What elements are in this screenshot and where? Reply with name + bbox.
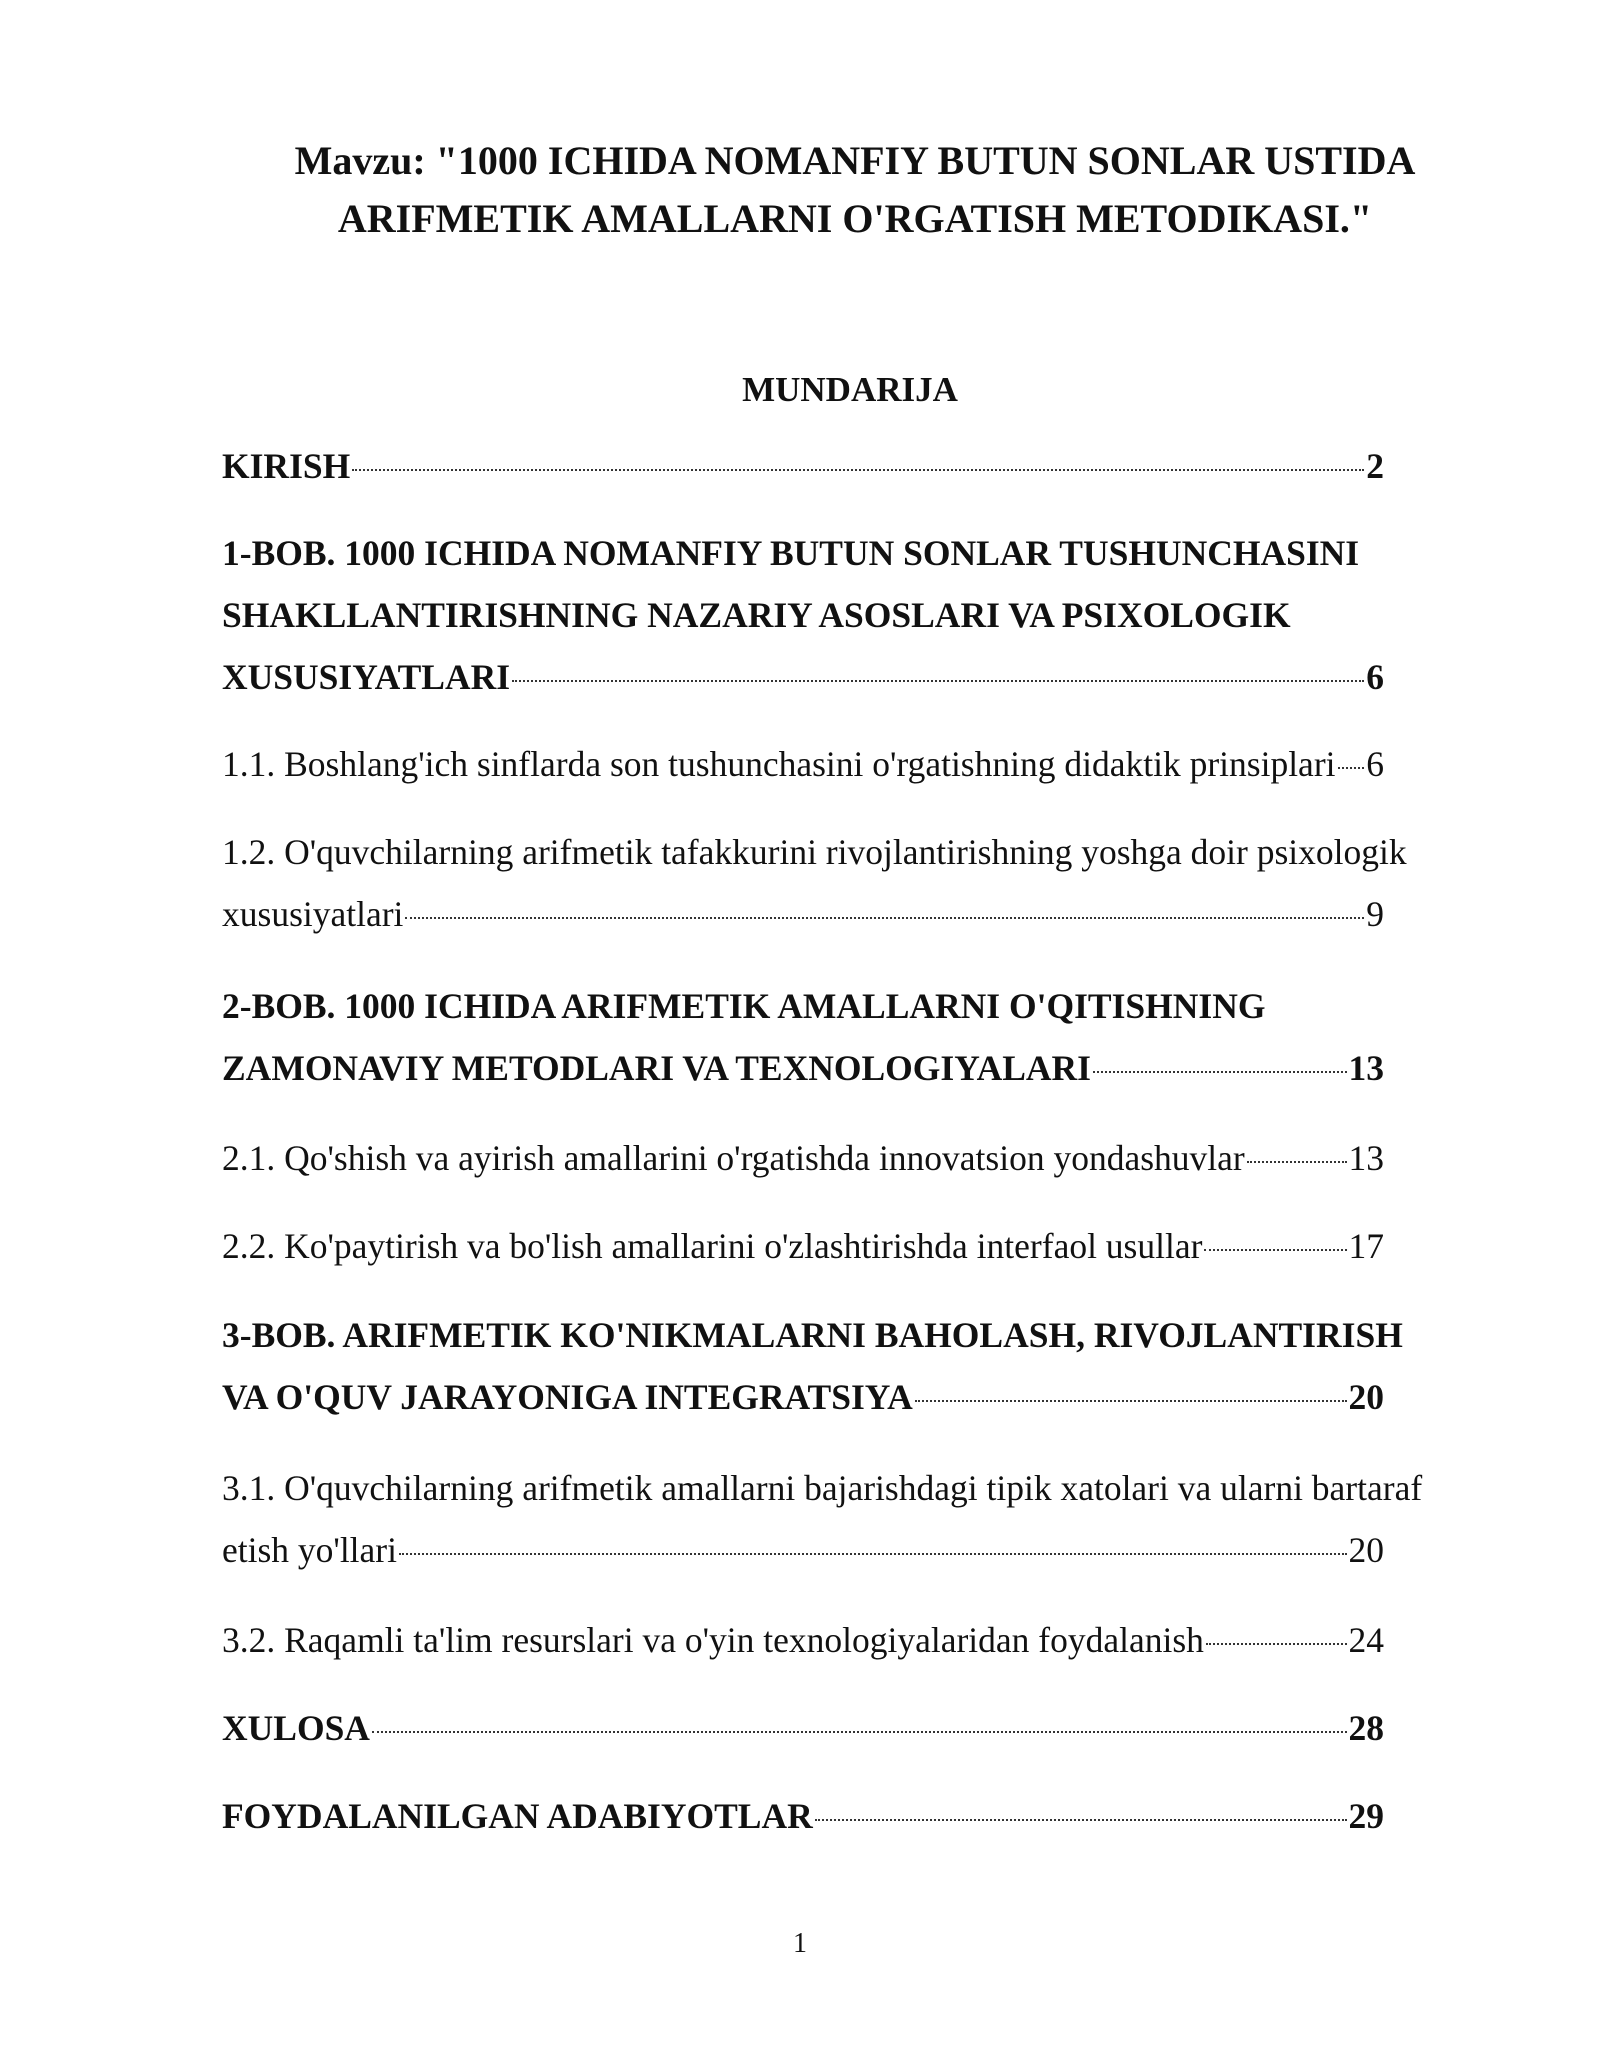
toc-entry-chapter-1[interactable] xyxy=(222,522,1384,708)
toc-entry-title: 1.1. Boshlang'ich sinflarda son tushunchasini o'rgatishning didaktik prinsiplari xyxy=(222,744,1336,784)
dot-leader xyxy=(1206,1643,1347,1645)
dot-leader xyxy=(399,1553,1347,1555)
toc-page-number: 6 xyxy=(1366,744,1384,784)
toc-entry-title-line: VA O'QUV JARAYONIGA INTEGRATSIYA xyxy=(222,1377,913,1417)
dot-leader xyxy=(1338,767,1365,769)
toc-entry-section-2-2[interactable] xyxy=(222,1215,1384,1277)
toc-entry-references[interactable] xyxy=(222,1785,1384,1847)
document-title-line: Mavzu: "1000 ICHIDA NOMANFIY BUTUN SONLAR USTIDA xyxy=(294,138,1416,183)
page-number: 1 xyxy=(793,1928,807,1959)
toc-entry-title-line: XUSUSIYATLARI xyxy=(222,657,511,697)
toc-entry-title-line: 3.1. O'quvchilarning arifmetik amallarni bajarishdagi tipik xatolari va ularni bartaraf xyxy=(222,1468,1423,1508)
toc-entry-section-1-2[interactable] xyxy=(222,821,1407,945)
dot-leader xyxy=(352,469,1364,471)
dot-leader xyxy=(405,917,1364,919)
dot-leader xyxy=(512,680,1364,682)
toc-entry-title-line: xususiyatlari xyxy=(222,894,404,934)
toc-page-number: 28 xyxy=(1348,1708,1384,1748)
toc-entry-section-3-1[interactable] xyxy=(222,1457,1423,1581)
toc-page-number: 13 xyxy=(1348,1048,1384,1088)
toc-page-number: 6 xyxy=(1366,657,1384,697)
toc-entry-title-line: etish yo'llari xyxy=(222,1530,397,1570)
document-title-line: ARIFMETIK AMALLARNI O'RGATISH METODIKASI." xyxy=(337,196,1373,241)
toc-entry-title-line: SHAKLLANTIRISHNING NAZARIY ASOSLARI VA PSIXOLOGIK xyxy=(222,595,1291,635)
toc-page-number: 9 xyxy=(1366,894,1384,934)
toc-entry-chapter-2[interactable] xyxy=(222,975,1384,1099)
dot-leader xyxy=(815,1819,1347,1821)
toc-entry-section-2-1[interactable] xyxy=(222,1127,1384,1189)
toc-entry-title-line: 1-BOB. 1000 ICHIDA NOMANFIY BUTUN SONLAR TUSHUNCHASINI xyxy=(222,533,1360,573)
toc-entry-title: 2.2. Ko'paytirish va bo'lish amallarini o'zlashtirishda interfaol usullar xyxy=(222,1226,1203,1266)
dot-leader xyxy=(1204,1249,1346,1251)
toc-entry-title-line: 1.2. O'quvchilarning arifmetik tafakkurini rivojlantirishning yoshga doir psixologik xyxy=(222,832,1407,872)
toc-entry-section-3-2[interactable] xyxy=(222,1609,1384,1671)
toc-entry-title: XULOSA xyxy=(222,1708,370,1748)
dot-leader xyxy=(1093,1071,1347,1073)
toc-page-number: 13 xyxy=(1348,1138,1384,1178)
toc-page-number: 20 xyxy=(1348,1530,1384,1570)
toc-entry-chapter-3[interactable] xyxy=(222,1304,1403,1428)
toc-heading: MUNDARIJA xyxy=(742,370,958,409)
toc-entry-title: KIRISH xyxy=(222,446,351,486)
document-title xyxy=(240,132,1470,248)
toc-entry-title-line: 3-BOB. ARIFMETIK KO'NIKMALARNI BAHOLASH, RIVOJLANTIRISH xyxy=(222,1315,1403,1355)
dot-leader xyxy=(372,1731,1347,1733)
toc-entry-title-line: ZAMONAVIY METODLARI VA TEXNOLOGIYALARI xyxy=(222,1048,1091,1088)
toc-entry-title: FOYDALANILGAN ADABIYOTLAR xyxy=(222,1796,813,1836)
toc-entry-xulosa[interactable] xyxy=(222,1697,1384,1759)
toc-entry-title: 2.1. Qo'shish va ayirish amallarini o'rgatishda innovatsion yondashuvlar xyxy=(222,1138,1245,1178)
toc-page-number: 20 xyxy=(1348,1377,1384,1417)
toc-entry-title-line: 2-BOB. 1000 ICHIDA ARIFMETIK AMALLARNI O'QITISHNING xyxy=(222,986,1266,1026)
dot-leader xyxy=(915,1400,1347,1402)
toc-page-number: 24 xyxy=(1348,1620,1384,1660)
toc-page-number: 17 xyxy=(1348,1226,1384,1266)
toc-entry-section-1-1[interactable] xyxy=(222,733,1384,795)
toc-page-number: 2 xyxy=(1366,446,1384,486)
toc-page-number: 29 xyxy=(1348,1796,1384,1836)
dot-leader xyxy=(1247,1161,1347,1163)
toc-entry-kirish[interactable] xyxy=(222,435,1384,497)
toc-entry-title: 3.2. Raqamli ta'lim resurslari va o'yin texnologiyalaridan foydalanish xyxy=(222,1620,1204,1660)
